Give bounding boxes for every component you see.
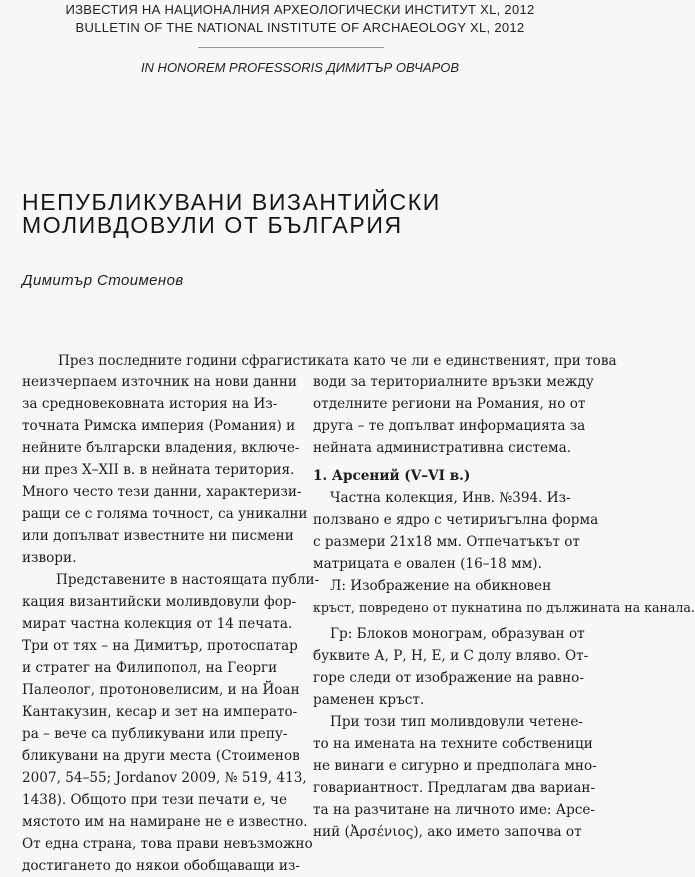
body-line: Представените в настоящата публи-	[56, 572, 320, 588]
body-line: буквите А, Р, Н, Е, и С долу вляво. От-	[313, 648, 589, 664]
body-line: достигането до някои обобщаващи из-	[22, 858, 301, 874]
body-line: кръст, повредено от пукнатина по дължината на канала.	[313, 600, 695, 615]
body-line: с размери 21x18 мм. Отпечатъкът от	[313, 534, 580, 550]
body-line: ра – вече са публикувани или препу-	[22, 726, 288, 742]
body-line: бликувани на други места (Стоименов	[22, 748, 300, 764]
article-title-line-2: МОЛИВДОВУЛИ ОТ БЪЛГАРИЯ	[22, 212, 403, 238]
body-line: извори.	[22, 550, 77, 566]
journal-title-en: BULLETIN OF THE NATIONAL INSTITUTE OF ARCHAEOLOGY XL, 2012	[75, 20, 525, 35]
body-line: ращи се с голяма точност, са уникални	[22, 506, 308, 522]
body-line: Л: Изображение на обикновен	[330, 578, 552, 594]
body-line: говариантност. Предлагам два вариан-	[313, 780, 596, 796]
body-line: та на разчитане на личното име: Арсе-	[313, 802, 596, 818]
body-line: ползвано е ядро с четириъгълна форма	[313, 512, 599, 528]
body-line: кация византийски моливдовули фор-	[22, 594, 297, 610]
body-line: мястото им на намиране не е известно.	[22, 814, 308, 830]
body-line: друга – те допълват информацията за	[313, 418, 586, 434]
body-line: води за териториалните връзки между	[313, 374, 594, 390]
body-line: не винаги е сигурно и предполага мно-	[313, 758, 597, 774]
body-line: горе следи от изображение на равно-	[313, 670, 584, 686]
body-line: От една страна, това прави невъзможно	[22, 836, 313, 852]
body-line: и стратег на Филипопол, на Георги	[22, 660, 278, 676]
body-line: нейната административна система.	[313, 440, 572, 456]
section-heading: 1. Арсений (V–VI в.)	[313, 468, 471, 484]
body-line: матрицата е овален (16–18 мм).	[313, 556, 542, 572]
body-line: Палеолог, протоновелисим, и на Йоан	[22, 682, 300, 698]
body-line: 1438). Общото при тези печати е, че	[22, 792, 288, 808]
body-line: ни през X–XII в. в нейната територия.	[22, 462, 295, 478]
body-line: неизчерпаем източник на нови данни	[22, 374, 297, 390]
body-line: Частна колекция, Инв. №394. Из-	[330, 490, 571, 506]
body-line: отделните региони на Романия, но от	[313, 396, 586, 412]
body-line: нейните български владения, включе-	[22, 440, 300, 456]
body-line: При този тип моливдовули четене-	[330, 714, 584, 730]
body-line: Гр: Блоков монограм, образуван от	[330, 626, 585, 642]
journal-title-bg: ИЗВЕСТИЯ НА НАЦИОНАЛНИЯ АРХЕОЛОГИЧЕСКИ ИНСТИТУТ XL, 2012	[65, 2, 535, 17]
body-line: Три от тях – на Димитър, протоспатар	[22, 638, 298, 654]
intro-line: През последните години сфрагистиката като че ли е единственият, при това	[58, 353, 617, 369]
header-divider	[198, 47, 384, 48]
body-line: Кантакузин, кесар и зет на императо-	[22, 704, 298, 720]
article-title-line-1: НЕПУБЛИКУВАНИ ВИЗАНТИЙСКИ	[22, 189, 441, 215]
body-line: за средновековната история на Из-	[22, 396, 278, 412]
body-line: ний (Ἀρσένιος), ако името започва от	[313, 824, 582, 840]
body-line: то на имената на техните собственици	[313, 736, 593, 752]
body-line: или допълват известните ни писмени	[22, 528, 294, 544]
body-line: раменен кръст.	[313, 692, 425, 708]
honorem-dedication: IN HONOREM PROFESSORIS ДИМИТЪР ОВЧАРОВ	[140, 60, 460, 75]
body-line: точната Римска империя (Романия) и	[22, 418, 296, 434]
body-line: 2007, 54–55; Jordanov 2009, № 519, 413,	[22, 770, 307, 786]
body-line: мират частна колекция от 14 печата.	[22, 616, 293, 632]
article-author: Димитър Стоименов	[22, 272, 184, 289]
body-line: Много често тези данни, характеризи-	[22, 484, 302, 500]
